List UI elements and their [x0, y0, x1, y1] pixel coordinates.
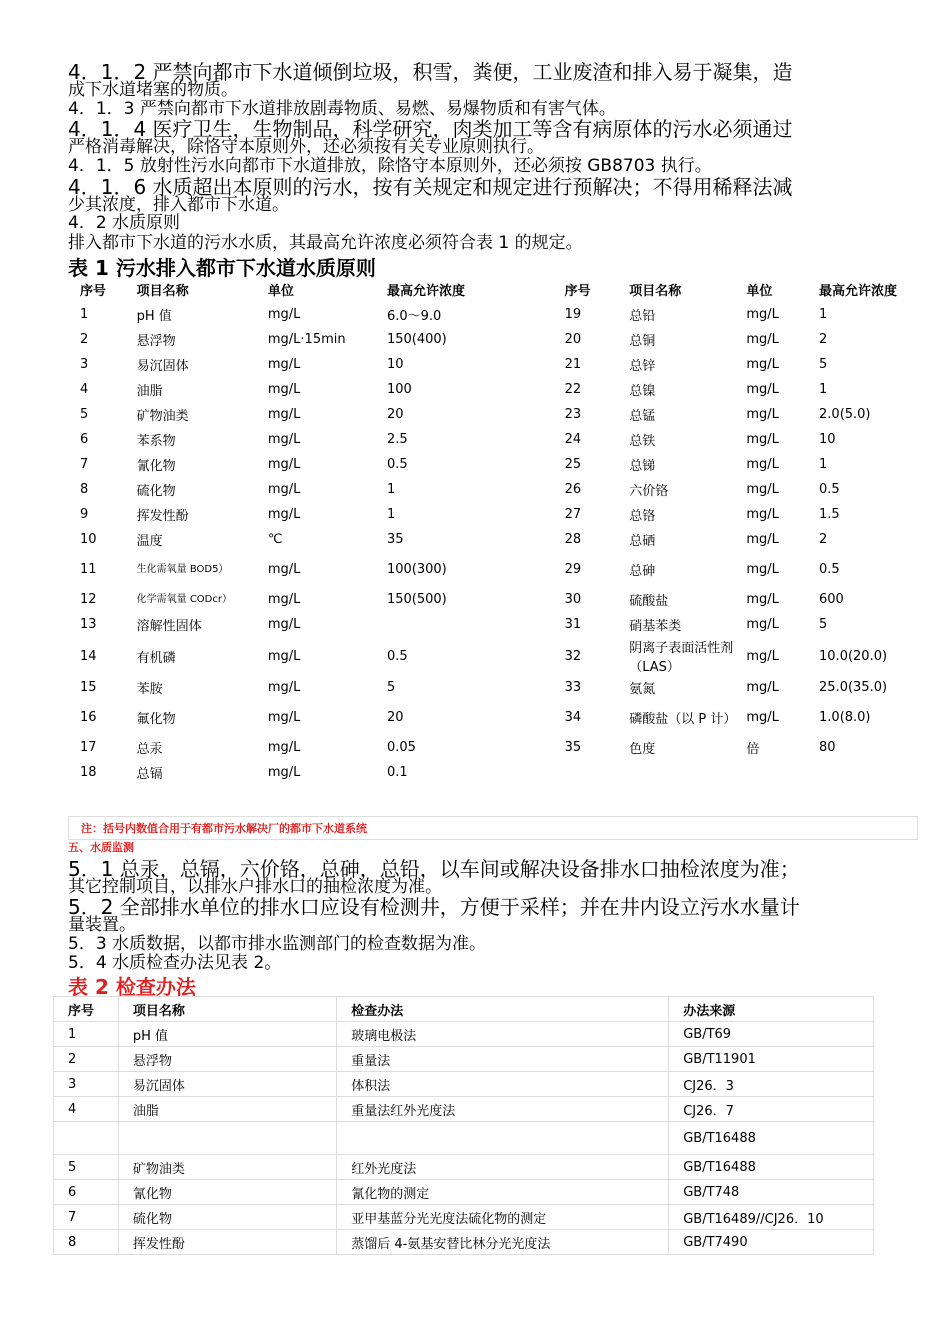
- table-cell: 1: [819, 307, 828, 322]
- table-cell: mg/L: [746, 382, 779, 397]
- table-row: [54, 1180, 874, 1205]
- table-cell: 总铁: [629, 434, 656, 449]
- table1-header-cell: 序号: [80, 283, 107, 299]
- table-cell: 9: [80, 507, 89, 522]
- table-cell: 23: [564, 407, 582, 422]
- table-cell: 倍: [746, 742, 760, 757]
- table-cell: 硫化物: [136, 484, 176, 499]
- table-cell: 5: [54, 1155, 119, 1180]
- table-cell: 25.0(35.0): [819, 680, 888, 695]
- table-cell: mg/L: [267, 680, 301, 695]
- table-cell: 挥发性酚: [136, 509, 189, 524]
- table-cell: 氰化物: [118, 1180, 336, 1205]
- table-cell: mg/L: [267, 562, 301, 577]
- table2-header-cell: 办法来源: [669, 997, 874, 1022]
- table-cell: 红外光度法: [337, 1155, 669, 1180]
- table-cell: [565, 760, 630, 785]
- paragraph-line: 5．1 总汞，总镉，六价铬，总砷，总铅，以车间或解决设备排水口抽检浓度为准；: [68, 857, 800, 881]
- table-row: [68, 637, 918, 675]
- paragraph-line: 4．1．2 严禁向都市下水道倾倒垃圾，积雪，粪便，工业废渣和排入易于凝集，造: [68, 60, 793, 84]
- table-cell: 生化需氧量 BOD5）: [136, 563, 229, 575]
- table1-title: 表 1 污水排入都市下水道水质原则: [68, 256, 376, 280]
- table1-note: 注：括号内数值合用于有都市污水解决厂的都市下水道系统: [68, 816, 918, 840]
- table-cell: 32: [564, 648, 582, 664]
- table-cell: 矿物油类: [136, 409, 189, 424]
- table-row: [68, 377, 918, 402]
- table-cell: mg/L: [746, 617, 779, 632]
- table-cell: mg/L: [267, 457, 301, 472]
- table-cell: mg/L: [746, 710, 779, 725]
- table-cell: 亚甲基蓝分光光度法硫化物的测定: [337, 1205, 669, 1230]
- table-row: [68, 477, 918, 502]
- table-cell: 10: [386, 357, 404, 372]
- table-cell: 6.0～9.0: [386, 309, 442, 324]
- table-row: [54, 1230, 874, 1255]
- table-cell: 氰化物: [136, 459, 176, 474]
- table2-title: 表 2 检查办法: [68, 975, 196, 999]
- table-cell: [819, 760, 918, 785]
- table-cell: 0.5: [386, 648, 408, 664]
- paragraph-line: 量装置。: [68, 915, 136, 935]
- table-cell: 总锰: [629, 409, 656, 424]
- paragraph-line: 排入都市下水道的污水水质，其最高允许浓度必须符合表 1 的规定。: [68, 233, 583, 253]
- table-cell: 挥发性酚: [118, 1230, 336, 1255]
- table-cell: mg/L: [746, 680, 779, 695]
- table-row: [68, 302, 918, 327]
- table-cell: mg/L: [746, 532, 779, 547]
- table-cell: 氟化物: [136, 712, 176, 727]
- table-cell: pH 值: [136, 309, 172, 324]
- paragraph-line: 4．1．4 医疗卫生，生物制品，科学研究，肉类加工等含有病原体的污水必须通过: [68, 117, 793, 141]
- table-cell: 0.1: [386, 765, 408, 780]
- table-cell: mg/L: [267, 432, 301, 447]
- table-cell: mg/L: [267, 765, 301, 780]
- table-cell: GB/T7490: [669, 1230, 874, 1255]
- table-cell: 有机磷: [136, 650, 176, 666]
- table-cell: 悬浮物: [118, 1047, 336, 1072]
- table-cell: 150(500): [386, 592, 447, 607]
- table-cell: 20: [386, 710, 404, 725]
- table-cell: 35: [564, 740, 582, 755]
- table-cell: mg/L: [746, 562, 779, 577]
- table-cell: 25: [564, 457, 582, 472]
- table-cell: 2.0(5.0): [819, 407, 871, 422]
- table-cell: mg/L: [267, 710, 301, 725]
- table-cell: 2: [80, 332, 89, 347]
- table-row: [54, 1022, 874, 1047]
- table-cell: 磷酸盐（以 P 计）: [629, 712, 737, 727]
- table-cell: 总镉: [136, 767, 163, 782]
- table-cell: 7: [80, 457, 89, 472]
- table-cell: CJ26．7: [669, 1097, 874, 1122]
- table-cell: 22: [564, 382, 582, 397]
- table-cell: 14: [80, 648, 97, 664]
- table-cell: 19: [564, 307, 582, 322]
- table-cell: mg/L: [746, 307, 779, 322]
- table-cell: 10.0(20.0): [819, 648, 888, 664]
- table-row: [68, 587, 918, 612]
- table-cell: 27: [564, 507, 582, 522]
- table-cell: mg/L: [746, 457, 779, 472]
- table-cell: 1: [819, 382, 828, 397]
- table-cell: 13: [80, 617, 97, 632]
- table2-header-cell: 项目名称: [118, 997, 336, 1022]
- table-cell: 10: [819, 432, 836, 447]
- table-row: [54, 1097, 874, 1122]
- table-row: [68, 502, 918, 527]
- table-cell: 1: [386, 507, 396, 522]
- table-cell: 重量法: [337, 1047, 669, 1072]
- table-cell: 8: [80, 482, 89, 497]
- table-cell: 蒸馏后 4-氨基安替比林分光光度法: [337, 1230, 669, 1255]
- table-cell: 1.0(8.0): [819, 710, 871, 725]
- table-cell: mg/L: [267, 507, 301, 522]
- table-cell: 苯胺: [136, 682, 163, 697]
- table-row: [54, 1047, 874, 1072]
- table-cell: 24: [564, 432, 582, 447]
- table-cell: 17: [80, 740, 97, 755]
- table-cell: 1: [386, 482, 396, 497]
- table-cell: [387, 612, 565, 637]
- section5-heading: 五、水质监测: [68, 841, 134, 854]
- table-cell: 总锑: [629, 459, 656, 474]
- table-cell: mg/L: [746, 507, 779, 522]
- table-cell: 5: [80, 407, 89, 422]
- table-cell: 硝基苯类: [629, 619, 682, 634]
- table-row: [68, 352, 918, 377]
- table-cell: 30: [564, 592, 582, 607]
- table-cell: 总汞: [136, 742, 163, 757]
- table-cell: 重量法红外光度法: [337, 1097, 669, 1122]
- table-cell: 溶解性固体: [136, 619, 202, 634]
- paragraph-line: 4．2 水质原则: [68, 213, 181, 233]
- table-cell: 化学需氧量 CODcr）: [136, 593, 232, 605]
- table1-header-cell: 项目名称: [136, 283, 189, 299]
- paragraph-line: 5．3 水质数据，以都市排水监测部门的检查数据为准。: [68, 934, 487, 954]
- table-cell: 35: [386, 532, 404, 547]
- table-cell: 色度: [629, 742, 656, 757]
- table-cell: 21: [564, 357, 582, 372]
- table-cell: mg/L: [746, 648, 779, 664]
- paragraph-line: 严格消毒解决，除恪守本原则外，还必须按有关专业原则执行。: [68, 137, 544, 157]
- table-cell: 33: [564, 680, 582, 695]
- table-cell: 18: [80, 765, 97, 780]
- table-cell: 8: [54, 1230, 119, 1255]
- table-cell: mg/L: [267, 482, 301, 497]
- table-cell: 氰化物的测定: [337, 1180, 669, 1205]
- table-cell: 总硒: [629, 534, 656, 549]
- table-cell: 0.5: [819, 482, 840, 497]
- table-cell: mg/L: [267, 407, 301, 422]
- table-cell: 26: [564, 482, 582, 497]
- table-cell: [746, 760, 819, 785]
- table-cell: mg/L: [746, 407, 779, 422]
- table-cell: [54, 1122, 119, 1155]
- paragraph-line: 5．2 全部排水单位的排水口应设有检测井，方便于采样；并在井内设立污水水量计: [68, 895, 800, 919]
- table-cell: 10: [80, 532, 97, 547]
- table-cell: 20: [386, 407, 404, 422]
- table2-header-row: [54, 997, 874, 1022]
- table-cell: 易沉固体: [136, 359, 189, 374]
- table-cell: 5: [386, 680, 396, 695]
- table-cell: mg/L: [267, 740, 301, 755]
- table-cell: mg/L: [267, 307, 301, 322]
- table-cell: 1: [819, 457, 828, 472]
- table-cell: 1.5: [819, 507, 840, 522]
- table-cell: 硫化物: [118, 1205, 336, 1230]
- table-cell: mg/L: [746, 332, 779, 347]
- table-cell: 4: [54, 1097, 119, 1122]
- table-row: [54, 1205, 874, 1230]
- table1-header-cell: 序号: [564, 283, 591, 299]
- table-cell: 体积法: [337, 1072, 669, 1097]
- table-cell: mg/L·15min: [267, 332, 346, 347]
- table-row: [68, 427, 918, 452]
- table-cell: 总铜: [629, 334, 656, 349]
- table-row: [68, 612, 918, 637]
- table-cell: 6: [54, 1180, 119, 1205]
- table1-header-cell: 项目名称: [629, 283, 682, 299]
- table-cell: 2: [819, 532, 828, 547]
- table-cell: 1: [80, 307, 89, 322]
- table-cell: mg/L: [267, 592, 301, 607]
- table-cell: 0.5: [819, 562, 840, 577]
- table-cell: 0.5: [386, 457, 408, 472]
- table-cell: 氨氮: [629, 682, 656, 697]
- table-cell: GB/T11901: [669, 1047, 874, 1072]
- table-cell: 玻璃电极法: [337, 1022, 669, 1047]
- table-cell: 5: [819, 617, 828, 632]
- table-cell: 600: [819, 592, 844, 607]
- table-cell: mg/L: [746, 482, 779, 497]
- table-cell: 11: [80, 562, 97, 577]
- table-row: [54, 1155, 874, 1180]
- paragraph-line: 成下水道堵塞的物质。: [68, 80, 238, 100]
- table-cell: 29: [564, 562, 582, 577]
- table-cell: 150(400): [386, 332, 447, 347]
- table-cell: 苯系物: [136, 434, 176, 449]
- paragraph-line: 其它控制项目，以排水户排水口的抽检浓度为准。: [68, 877, 442, 897]
- table-cell: 总铅: [629, 309, 656, 324]
- table1-water-quality-standards: [68, 276, 918, 785]
- table-row: [68, 527, 918, 552]
- table-cell: ℃: [267, 532, 283, 547]
- paragraph-line: 4．1．5 放射性污水向都市下水道排放，除恪守本原则外，还必须按 GB8703 执行。: [68, 156, 712, 176]
- table-cell: 3: [54, 1072, 119, 1097]
- table-cell: 28: [564, 532, 582, 547]
- table-cell: GB/T748: [669, 1180, 874, 1205]
- table-cell: 3: [80, 357, 89, 372]
- table-cell: 六价铬: [629, 484, 669, 499]
- table-cell: 1: [54, 1022, 119, 1047]
- table-cell: 矿物油类: [118, 1155, 336, 1180]
- table-row: [54, 1072, 874, 1097]
- table-cell: 16: [80, 710, 97, 725]
- table1-header-cell: 最高允许浓度: [819, 283, 898, 299]
- table-cell: 6: [80, 432, 89, 447]
- table-cell: 2.5: [386, 432, 408, 447]
- table-cell: 温度: [136, 534, 163, 549]
- table-cell: GB/T16488: [669, 1122, 874, 1155]
- table-cell: mg/L: [267, 648, 301, 664]
- table-cell: 悬浮物: [136, 334, 176, 349]
- table-cell: 总铬: [629, 509, 656, 524]
- table-cell: 100(300): [386, 562, 447, 577]
- paragraph-line: 5．4 水质检查办法见表 2。: [68, 953, 282, 973]
- table-cell: 7: [54, 1205, 119, 1230]
- table-cell: 5: [819, 357, 828, 372]
- table-cell: GB/T69: [669, 1022, 874, 1047]
- paragraph-line: 少其浓度，排入都市下水道。: [68, 195, 289, 215]
- table-cell: mg/L: [267, 382, 301, 397]
- table-cell: 2: [819, 332, 828, 347]
- table-cell: mg/L: [746, 592, 779, 607]
- table-row: [68, 735, 918, 760]
- table-cell: 4: [80, 382, 89, 397]
- table-cell: 油脂: [118, 1097, 336, 1122]
- table1-header-cell: 最高允许浓度: [386, 283, 465, 299]
- table-cell: 80: [819, 740, 836, 755]
- table-row: [68, 402, 918, 427]
- table-cell: 总镍: [629, 384, 656, 399]
- table-cell: [118, 1122, 336, 1155]
- table-cell: [629, 760, 746, 785]
- table-cell: pH 值: [118, 1022, 336, 1047]
- table-cell: [337, 1122, 669, 1155]
- table1-header-cell: 单位: [746, 283, 773, 299]
- table-cell: 100: [386, 382, 412, 397]
- table-cell: mg/L: [267, 357, 301, 372]
- table-row: [68, 452, 918, 477]
- table-row: [68, 760, 918, 785]
- table-row: [54, 1122, 874, 1155]
- table1-header-row: [68, 276, 918, 302]
- table-cell: 总砷: [629, 564, 656, 579]
- table1-header-cell: 单位: [267, 283, 294, 299]
- table-cell: GB/T16488: [669, 1155, 874, 1180]
- paragraph-line: 4．1．6 水质超出本原则的污水，按有关规定和规定进行预解决；不得用稀释法减: [68, 175, 793, 199]
- table-cell: 油脂: [136, 384, 163, 399]
- table-cell: 34: [564, 710, 582, 725]
- table-cell: 12: [80, 592, 97, 607]
- table-cell: 0.05: [386, 740, 416, 755]
- table-cell: 硫酸盐: [629, 594, 669, 609]
- table-cell: 31: [564, 617, 582, 632]
- table-row: [68, 675, 918, 700]
- table-cell: CJ26．3: [669, 1072, 874, 1097]
- table-row: [68, 552, 918, 587]
- table-cell: mg/L: [746, 432, 779, 447]
- table-cell: GB/T16489//CJ26．10: [669, 1205, 874, 1230]
- table-cell: 易沉固体: [118, 1072, 336, 1097]
- table2-test-methods: [53, 996, 874, 1255]
- table-cell: 阴离子表面活性剂（LAS）: [629, 641, 734, 675]
- table-cell: 15: [80, 680, 97, 695]
- table-cell: mg/L: [267, 617, 301, 632]
- table-cell: mg/L: [746, 357, 779, 372]
- table-cell: 20: [564, 332, 582, 347]
- table-row: [68, 700, 918, 735]
- paragraph-line: 4．1．3 严禁向都市下水道排放剧毒物质、易燃、易爆物质和有害气体。: [68, 99, 616, 119]
- table2-header-cell: 序号: [54, 997, 119, 1022]
- table-row: [68, 327, 918, 352]
- table2-header-cell: 检查办法: [337, 997, 669, 1022]
- table-cell: 总锌: [629, 359, 656, 374]
- table-cell: 2: [54, 1047, 119, 1072]
